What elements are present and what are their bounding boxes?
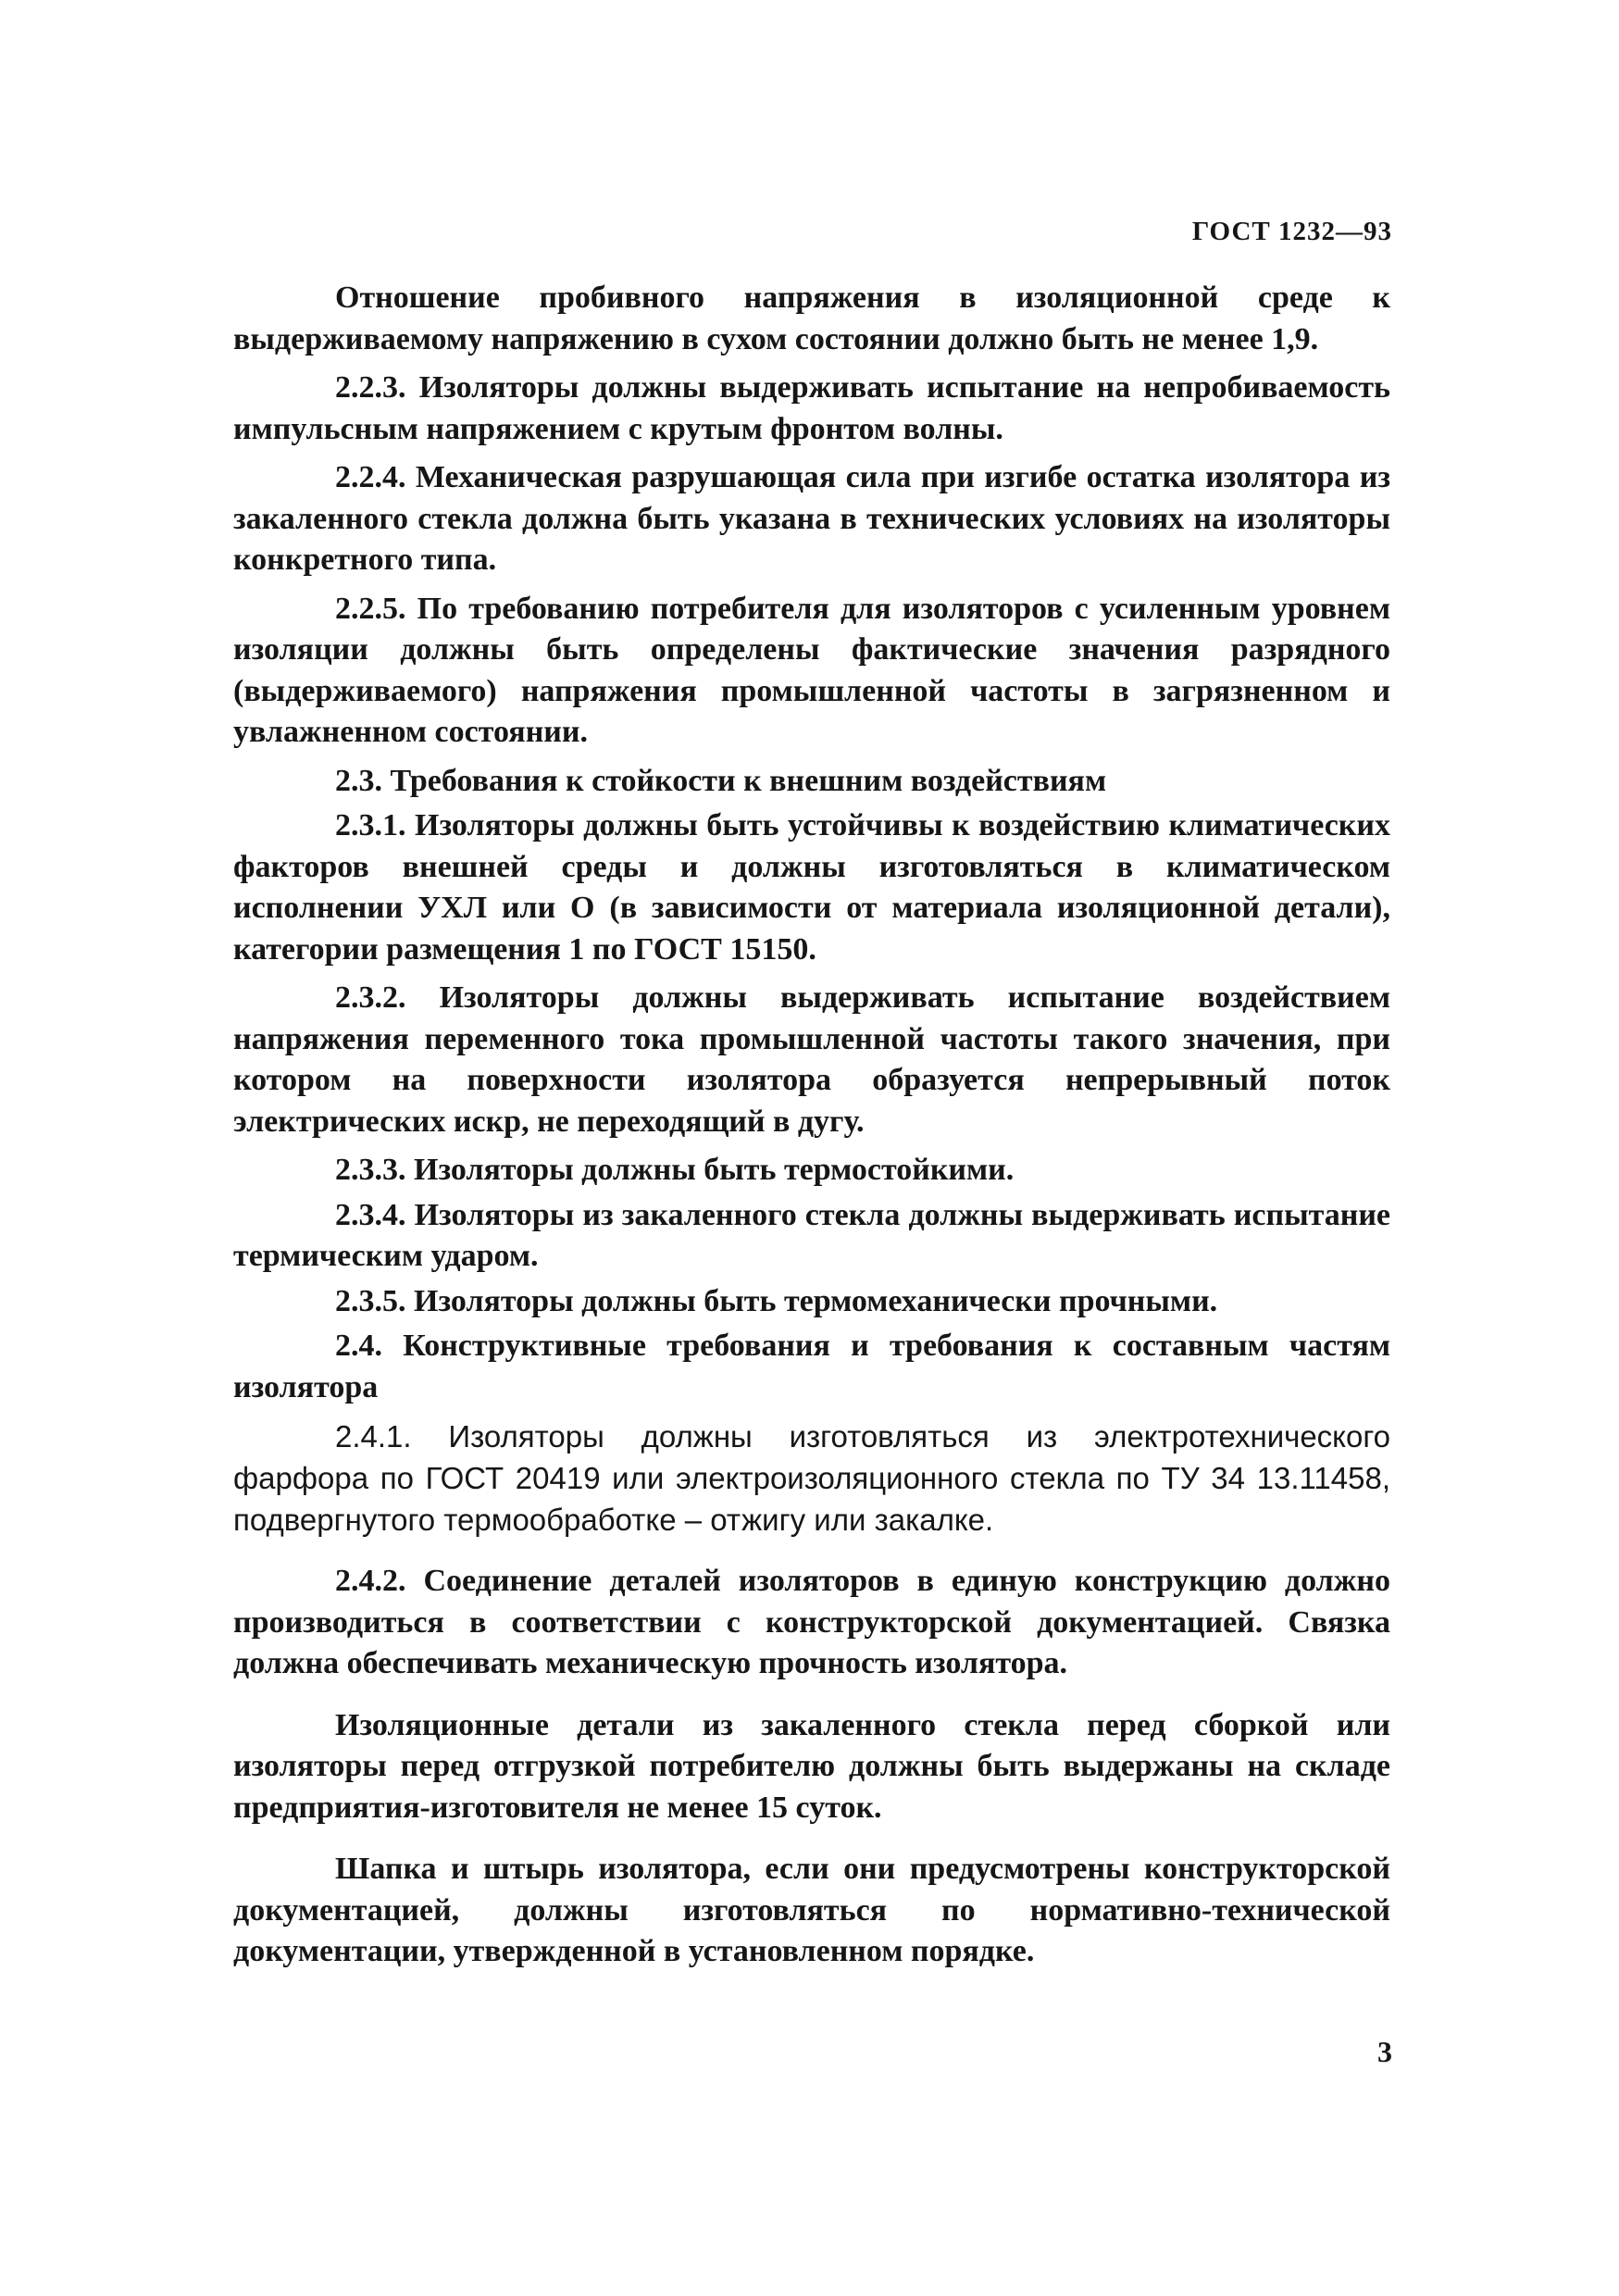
paragraph-2-3-1: 2.3.1. Изоляторы должны быть устойчивы к воздействию климатических факторов внешней среды и должны изготовляться в климатическом исполнении УХЛ или О (в зависимости от материала изоляционной детали), категории размещения 1 по ГОСТ 15150. [233, 808, 1390, 967]
paragraph-2-4-1: 2.4.1. Изоляторы должны изготовляться из электротехнического фарфора по ГОСТ 20419 или электроизоляционного стекла по ТУ 34 13.11458, подвергнутого термообработке – отжигу или закалке. [233, 1419, 1390, 1537]
page-number: 3 [1377, 2035, 1392, 2068]
document-code: ГОСТ 1232—93 [1191, 217, 1392, 246]
section-heading-2-3: 2.3. Требования к стойкости к внешним воздействиям [335, 763, 1107, 798]
paragraph-glass-parts: Изоляционные детали из закаленного стекла перед сборкой или изоляторы перед отгрузкой потребителю должны быть выдержаны на складе предприятия-изготовителя не менее 15 суток. [233, 1707, 1390, 1825]
paragraph-2-2-3: 2.2.3. Изоляторы должны выдерживать испытание на непробиваемость импульсным напряжением с крутым фронтом волны. [233, 370, 1390, 446]
paragraph-2-2-4: 2.2.4. Механическая разрушающая сила при изгибе остатка изолятора из закаленного стекла должна быть указана в технических условиях на изоляторы конкретного типа. [233, 460, 1390, 577]
paragraph-2-3-2: 2.3.2. Изоляторы должны выдерживать испытание воздействием напряжения переменного тока промышленной частоты такого значения, при котором на поверхности изолятора образуется непрерывный поток электрических искр, не переходящий в дугу. [233, 980, 1390, 1139]
paragraph-breakdown-ratio: Отношение пробивного напряжения в изоляционной среде к выдерживаемому напряжению в сухом состоянии должно быть не менее 1,9. [233, 281, 1390, 356]
section-heading-2-4: 2.4. Конструктивные требования и требования к составным частям изолятора [233, 1329, 1390, 1404]
paragraph-2-2-5: 2.2.5. По требованию потребителя для изоляторов с усиленным уровнем изоляции должны быть определены фактические значения разрядного (выдерживаемого) напряжения промышленной частоты в загрязненном и увлажненном состоянии. [233, 591, 1390, 749]
paragraph-cap-and-pin: Шапка и штырь изолятора, если они предусмотрены конструкторской документацией, должны изготовляться по нормативно-технической документации, утвержденной в установленном порядке. [233, 1852, 1390, 1968]
paragraph-2-3-5: 2.3.5. Изоляторы должны быть термомеханически прочными. [335, 1283, 1218, 1318]
paragraph-2-3-3: 2.3.3. Изоляторы должны быть термостойкими. [335, 1153, 1015, 1187]
document-body [233, 278, 1390, 1980]
paragraph-2-4-2: 2.4.2. Соединение деталей изоляторов в единую конструкцию должно производиться в соответствии с конструкторской документацией. Связка должна обеспечивать механическую прочность изолятора. [233, 1564, 1390, 1680]
paragraph-2-3-4: 2.3.4. Изоляторы из закаленного стекла должны выдерживать испытание термическим ударом. [233, 1197, 1390, 1273]
